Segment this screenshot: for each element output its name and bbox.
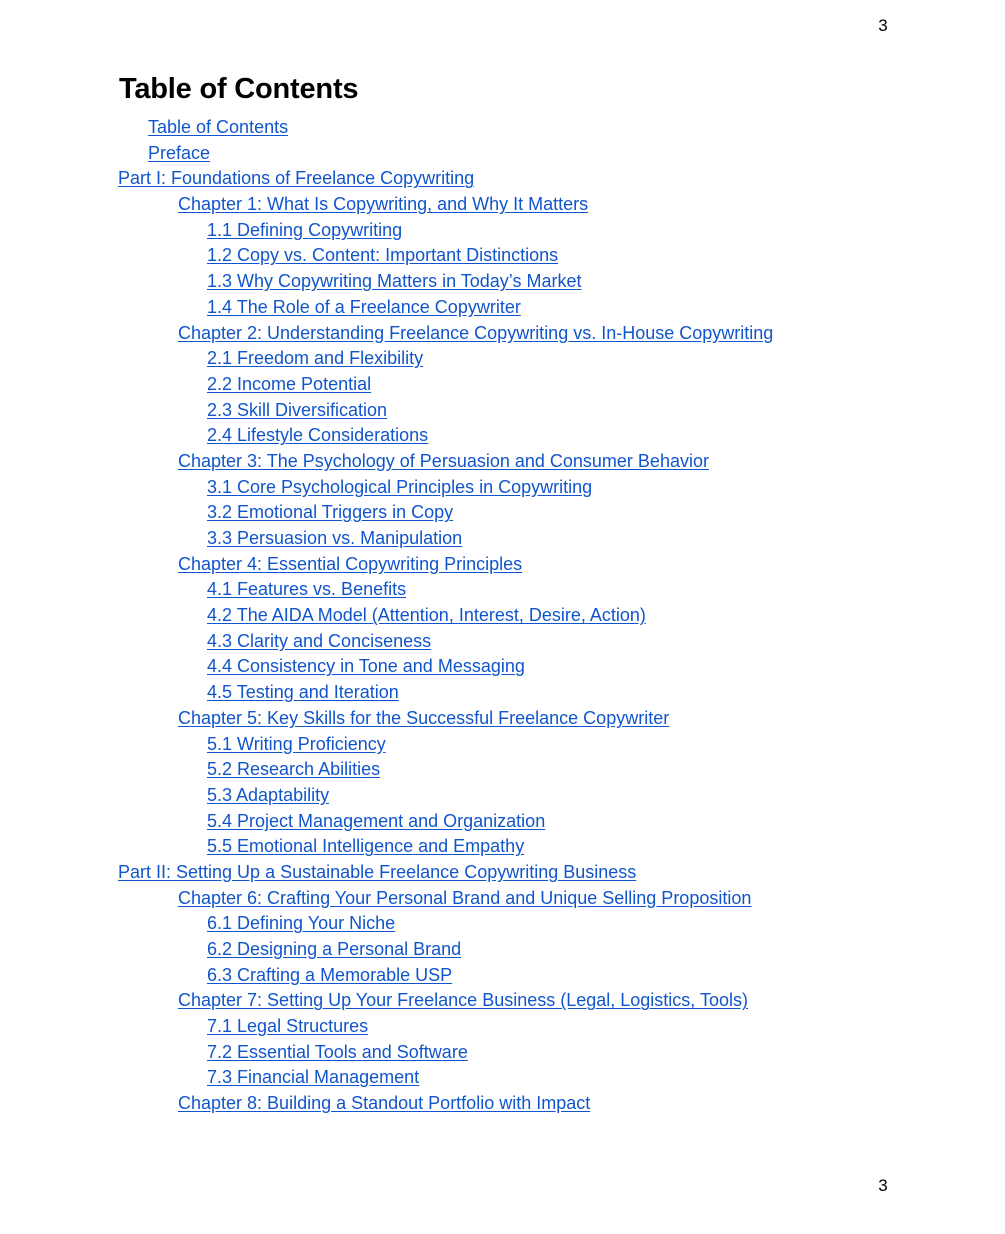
toc-link[interactable]: Part II: Setting Up a Sustainable Freelance Copywriting Business bbox=[118, 861, 637, 882]
toc-entry-chap bbox=[0, 449, 1005, 475]
toc-entry-sec bbox=[0, 1065, 1005, 1091]
toc-entry-chap bbox=[0, 1091, 1005, 1117]
toc-link[interactable]: 6.2 Designing a Personal Brand bbox=[207, 939, 462, 959]
toc-link[interactable]: Chapter 8: Building a Standout Portfolio with Impact bbox=[178, 1093, 591, 1114]
toc-link[interactable]: Chapter 6: Crafting Your Personal Brand and Unique Selling Proposition bbox=[178, 887, 752, 908]
toc-entry-sec bbox=[0, 603, 1005, 629]
toc-link[interactable]: 3.2 Emotional Triggers in Copy bbox=[207, 502, 454, 523]
toc-link[interactable]: Chapter 2: Understanding Freelance Copywriting vs. In-House Copywriting bbox=[178, 322, 774, 343]
toc-link[interactable]: 2.1 Freedom and Flexibility bbox=[207, 348, 424, 369]
toc-link[interactable]: 1.4 The Role of a Freelance Copywriter bbox=[207, 296, 521, 317]
toc-entry-chap bbox=[0, 988, 1005, 1014]
page-number-top: 3 bbox=[878, 16, 888, 35]
toc-link[interactable]: 1.3 Why Copywriting Matters in Today’s Market bbox=[207, 271, 582, 292]
toc-entry-chap bbox=[0, 321, 1005, 347]
toc-entry-sec bbox=[0, 526, 1005, 552]
toc-entry-sec bbox=[0, 269, 1005, 295]
page-number-bottom: 3 bbox=[878, 1176, 888, 1195]
toc-link[interactable]: Chapter 1: What Is Copywriting, and Why It Matters bbox=[178, 194, 589, 215]
toc-entry-sec bbox=[0, 423, 1005, 449]
toc-entry-sec bbox=[0, 1040, 1005, 1066]
toc-link[interactable]: Table of Contents bbox=[148, 117, 289, 137]
toc-entry-sec bbox=[0, 629, 1005, 655]
toc-entry-chap bbox=[0, 552, 1005, 578]
toc-link[interactable]: 5.1 Writing Proficiency bbox=[207, 733, 386, 754]
toc-entry-chap bbox=[0, 886, 1005, 912]
toc-link[interactable]: Chapter 7: Setting Up Your Freelance Business (Legal, Logistics, Tools) bbox=[178, 990, 748, 1011]
toc-link[interactable]: 7.1 Legal Structures bbox=[207, 1016, 369, 1037]
toc-entry-front bbox=[0, 141, 1005, 167]
toc-entry-sec bbox=[0, 243, 1005, 269]
toc-link[interactable]: 7.2 Essential Tools and Software bbox=[207, 1041, 468, 1062]
toc-link[interactable]: 6.1 Defining Your Niche bbox=[207, 913, 396, 934]
toc-entry-sec bbox=[0, 963, 1005, 989]
toc-entry-sec bbox=[0, 1014, 1005, 1040]
toc-link[interactable]: 1.2 Copy vs. Content: Important Distinctions bbox=[207, 245, 559, 266]
toc-heading: Table of Contents bbox=[119, 73, 359, 105]
toc-entry-chap bbox=[0, 192, 1005, 218]
toc-list bbox=[0, 115, 1005, 1117]
toc-entry-sec bbox=[0, 398, 1005, 424]
toc-entry-sec bbox=[0, 680, 1005, 706]
toc-entry-sec bbox=[0, 475, 1005, 501]
toc-entry-sec bbox=[0, 295, 1005, 321]
toc-link[interactable]: 4.4 Consistency in Tone and Messaging bbox=[207, 656, 525, 677]
toc-link[interactable]: 3.3 Persuasion vs. Manipulation bbox=[207, 528, 463, 548]
toc-link[interactable]: 5.3 Adaptability bbox=[207, 784, 330, 805]
toc-link[interactable]: 1.1 Defining Copywriting bbox=[207, 219, 403, 240]
toc-link[interactable]: 4.5 Testing and Iteration bbox=[207, 682, 399, 703]
toc-entry-sec bbox=[0, 654, 1005, 680]
toc-entry-sec bbox=[0, 783, 1005, 809]
toc-link[interactable]: Chapter 4: Essential Copywriting Principles bbox=[178, 553, 523, 574]
toc-link[interactable]: 2.3 Skill Diversification bbox=[207, 399, 388, 420]
toc-link[interactable]: 3.1 Core Psychological Principles in Copywriting bbox=[207, 476, 593, 497]
toc-link[interactable]: 6.3 Crafting a Memorable USP bbox=[207, 964, 453, 985]
toc-entry-sec bbox=[0, 834, 1005, 860]
toc-link[interactable]: 4.1 Features vs. Benefits bbox=[207, 579, 407, 600]
toc-link[interactable]: 2.4 Lifestyle Considerations bbox=[207, 425, 429, 446]
toc-link[interactable]: 2.2 Income Potential bbox=[207, 373, 372, 394]
toc-link[interactable]: 5.2 Research Abilities bbox=[207, 759, 381, 780]
toc-link[interactable]: 5.4 Project Management and Organization bbox=[207, 810, 546, 831]
toc-link[interactable]: 4.2 The AIDA Model (Attention, Interest, Desire, Action) bbox=[207, 605, 646, 626]
toc-entry-chap bbox=[0, 706, 1005, 732]
toc-entry-sec bbox=[0, 577, 1005, 603]
toc-entry-part bbox=[0, 166, 1005, 192]
toc-link[interactable]: 5.5 Emotional Intelligence and Empathy bbox=[207, 836, 525, 857]
toc-entry-part bbox=[0, 860, 1005, 886]
toc-link[interactable]: Chapter 5: Key Skills for the Successful Freelance Copywriter bbox=[178, 707, 670, 728]
toc-entry-sec bbox=[0, 809, 1005, 835]
toc-link[interactable]: Chapter 3: The Psychology of Persuasion and Consumer Behavior bbox=[178, 450, 709, 471]
toc-entry-sec bbox=[0, 372, 1005, 398]
toc-entry-sec bbox=[0, 732, 1005, 758]
toc-link[interactable]: Part I: Foundations of Freelance Copywriting bbox=[118, 168, 475, 189]
toc-entry-sec bbox=[0, 218, 1005, 244]
toc-link[interactable]: 7.3 Financial Management bbox=[207, 1067, 420, 1088]
toc-link[interactable]: 4.3 Clarity and Conciseness bbox=[207, 630, 432, 651]
toc-link[interactable]: Preface bbox=[148, 142, 211, 163]
toc-entry-sec bbox=[0, 757, 1005, 783]
toc-entry-sec bbox=[0, 911, 1005, 937]
toc-entry-sec bbox=[0, 346, 1005, 372]
toc-entry-front bbox=[0, 115, 1005, 141]
toc-entry-sec bbox=[0, 937, 1005, 963]
toc-entry-sec bbox=[0, 500, 1005, 526]
